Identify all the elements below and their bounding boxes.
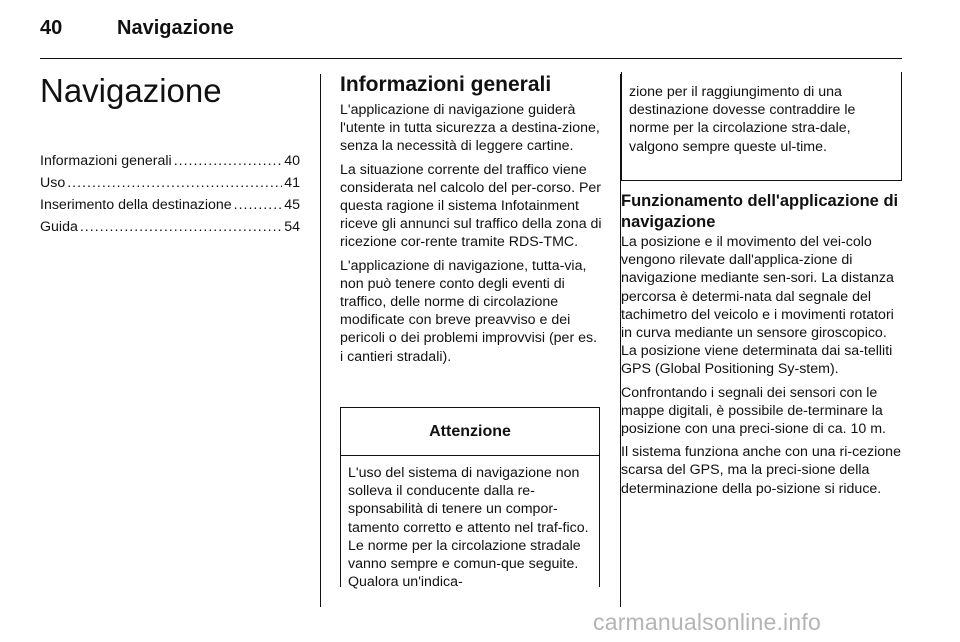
warning-text: zione per il raggiungimento di una destinazione dovesse contraddire le norme per la circolazione stra-dale, valgono sempre queste ul-time.	[629, 84, 856, 155]
page-header	[40, 14, 902, 42]
toc-entry-label: Guida	[40, 219, 78, 235]
toc-entry-page: 45	[284, 197, 300, 213]
page-number: 40	[40, 17, 63, 39]
column-divider	[320, 74, 321, 607]
warning-box-continued	[621, 72, 902, 181]
toc-entry-page: 41	[284, 175, 300, 191]
section-navigation-operation	[621, 191, 903, 503]
header-rule	[40, 58, 902, 59]
paragraph: L'applicazione di navigazione guiderà l'utente in tutta sicurezza a destina-zione, senza la necessità di leggere cartine.	[340, 102, 600, 155]
toc-entry-page: 54	[284, 219, 300, 235]
toc-leader-dots	[67, 172, 282, 194]
toc-entry[interactable]	[40, 150, 300, 172]
running-title: Navigazione	[117, 17, 234, 39]
paragraph: La situazione corrente del traffico viene considerata nel calcolo del per-corso. Per questa ragione il sistema Infotainment riceve gli annunci sul traffico della zona di ricezione cor-rente tramite RDS-TMC.	[340, 161, 602, 251]
toc-entry-label: Uso	[40, 175, 66, 191]
chapter-title: Navigazione	[40, 72, 222, 109]
paragraph: La posizione e il movimento del vei-colo vengono rilevate dall'applica-zione di navigazione mediante sen-sori. La distanza percorsa è determi-nata dal segnale del tachimetro del veicolo e i movimenti rotatori in curva mediante un sensore giroscopico. La posizione viene determinata dai sa-telliti GPS (Global Positioning Sy-stem).	[621, 234, 894, 378]
toc-entry[interactable]	[40, 172, 300, 194]
toc-leader-dots	[80, 216, 282, 238]
warning-heading: Attenzione	[341, 408, 599, 456]
paragraph: Confrontando i segnali dei sensori con le mappe digitali, è possibile de-terminare la posizione con una preci-sione di ca. 10 m.	[621, 384, 886, 438]
warning-box	[340, 407, 600, 591]
watermark: carmanualsonline.info	[593, 609, 821, 635]
section-title: Informazioni generali	[340, 73, 552, 96]
paragraph: Il sistema funziona anche con una ri-cezione scarsa del GPS, ma la preci-sione della determinazione della po-sizione si riduce.	[621, 444, 901, 497]
toc-entry-label: Inserimento della destinazione	[40, 197, 232, 213]
toc-entry-label: Informazioni generali	[40, 153, 172, 169]
toc-entry[interactable]	[40, 194, 300, 216]
toc-leader-dots	[234, 194, 283, 216]
toc-entry-page: 40	[284, 153, 300, 169]
toc-entry[interactable]	[40, 216, 300, 238]
toc-leader-dots	[174, 150, 283, 172]
table-of-contents	[40, 150, 300, 238]
paragraph: L'applicazione di navigazione, tutta-via, non può tenere conto degli eventi di traffico, delle norme di circolazione modificate con breve preavviso e dei pericoli o dei problemi improvvisi (per es. i cantieri stradali).	[340, 257, 598, 365]
section-general-info	[340, 72, 602, 371]
section-title: Funzionamento dell'applicazione di navigazione	[621, 192, 899, 231]
warning-text: L'uso del sistema di navigazione non solleva il conducente dalla re-sponsabilità di tenere un compor-tamento corretto e attento nel traf-fico. Le norme per la circolazione stradale vanno sempre e comun-que seguite. Qualora un'indica-	[348, 465, 589, 591]
